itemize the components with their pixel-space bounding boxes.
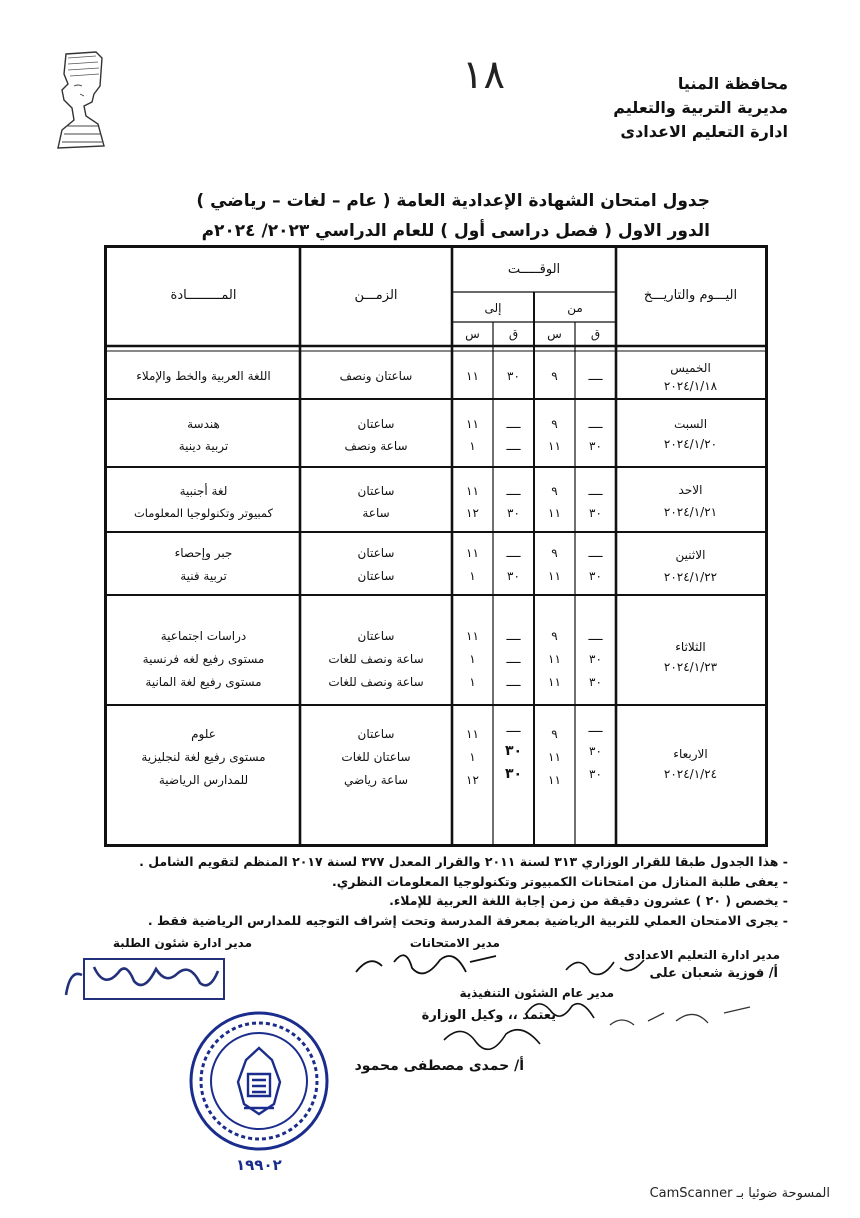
to-minute-value: ــــ — [506, 652, 521, 666]
directorate-name: مديرية التربية والتعليم — [613, 98, 788, 117]
from-minute-value: ٣٠ — [589, 675, 602, 689]
approval-line: يعتمد ،، وكيل الوزارة — [421, 1008, 556, 1023]
subject-name: تربية دينية — [178, 439, 229, 453]
from-minute-value: ــــ — [588, 369, 603, 383]
from-minute-value: ٣٠ — [589, 506, 602, 520]
note-item: - يعفى طلبة المنازل من امتحانات الكمبيوتر وتكنولوجيا المعلومات النظري. — [332, 873, 788, 889]
from-minute-value: ٣٠ — [589, 569, 602, 583]
from-minute-value: ــــ — [588, 629, 603, 643]
exam-date: ٢٠٢٤/١/٢٣ — [663, 660, 718, 674]
note-item: - يجرى الامتحان العملي للتربية الرياضية بمعرفة المدرسة وتحت إشراف التوجيه للمدارس الرياضية فقط . — [147, 912, 788, 928]
subject-name: مستوى رفيع لغة المانية — [145, 675, 262, 689]
note-item: - يخصص ( ٢٠ ) عشرون دقيقة من زمن إجابة اللغة العربية للإملاء. — [389, 893, 788, 908]
issuer-header — [613, 72, 788, 144]
to-minute-value: ٣٠ — [504, 743, 523, 759]
from-hour-value: ١١ — [548, 439, 561, 453]
to-hour-value: ١١ — [466, 629, 479, 643]
from-hour-value: ٩ — [551, 369, 558, 383]
exam-date: ٢٠٢٤/١/٢١ — [663, 505, 718, 519]
from-minute-value: ــــ — [588, 484, 603, 498]
governorate-name: محافظة المنيا — [677, 74, 788, 93]
title-line-1: جدول امتحان الشهادة الإعدادية العامة ( عام – لغات – رياضي ) — [196, 191, 710, 211]
to-header: إلى — [484, 301, 502, 315]
from-minute-value: ــــ — [588, 417, 603, 431]
from-hour-value: ١١ — [548, 652, 561, 666]
day-name: الاربعاء — [673, 747, 708, 761]
from-header: من — [567, 301, 583, 315]
to-hour-value: ١ — [469, 569, 476, 583]
subject-name: تربية فنية — [180, 569, 227, 583]
duration-value: ساعتان للغات — [341, 750, 411, 764]
executive-affairs-title: مدير عام الشئون التنفيذية — [459, 986, 614, 1000]
to-minute-value: ــــ — [506, 439, 521, 453]
duration-value: ساعتان ونصف — [339, 369, 413, 383]
duration-value: ساعتان — [357, 484, 395, 498]
prep-education-signature-icon — [560, 950, 650, 984]
exam-schedule-table — [104, 245, 768, 847]
exam-date: ٢٠٢٤/١/٢٤ — [663, 767, 718, 781]
prep-education-title: مدير ادارة التعليم الاعدادى — [623, 948, 780, 962]
from-minute-value: ٣٠ — [589, 767, 602, 781]
notes-list — [68, 852, 788, 930]
to-hour-value: ١١ — [466, 417, 479, 431]
to-minute-value: ٣٠ — [507, 369, 520, 383]
subject-name: هندسة — [187, 417, 220, 431]
subject-name: مستوى رفيع لغه فرنسية — [142, 652, 265, 666]
day-name: الاثنين — [675, 548, 706, 562]
from-hour-header: س — [547, 327, 562, 341]
to-hour-header: س — [465, 327, 480, 341]
to-hour-value: ١ — [469, 652, 476, 666]
to-hour-value: ١ — [469, 750, 476, 764]
duration-value: ساعة ونصف للغات — [328, 652, 424, 666]
duration-value: ساعة ونصف للغات — [328, 675, 424, 689]
duration-header: الزمـــن — [354, 288, 398, 303]
note-item: - هذا الجدول طبقا للقرار الوزاري ٣١٣ لسنة ٢٠١١ والقرار المعدل ٣٧٧ لسنة ٢٠١٧ المنظم لتقويم الشامل . — [139, 854, 788, 869]
handwritten-page-number: ١٨ — [462, 52, 505, 98]
to-hour-value: ١ — [469, 675, 476, 689]
subject-name: علوم — [191, 727, 216, 741]
undersecretary-signature-icon — [436, 1020, 556, 1064]
document-title — [196, 186, 710, 246]
to-hour-value: ١١ — [466, 727, 479, 741]
day-date-header: اليـــوم والتاريـــخ — [643, 288, 738, 303]
duration-value: ساعتان — [357, 727, 395, 741]
from-minute-value: ٣٠ — [589, 744, 602, 758]
from-hour-value: ٩ — [551, 484, 558, 498]
student-affairs-title: مدير ادارة شئون الطلبة — [112, 936, 252, 950]
official-stamp-icon — [186, 1008, 332, 1154]
to-minute-value: ٣٠ — [507, 506, 520, 520]
from-minute-value: ــــ — [588, 546, 603, 560]
from-hour-value: ١١ — [548, 506, 561, 520]
exam-date: ٢٠٢٤/١/١٨ — [663, 379, 718, 393]
from-hour-value: ٩ — [551, 727, 558, 741]
duration-value: ساعة رياضي — [343, 773, 409, 787]
from-minute-header: ق — [590, 327, 601, 341]
to-minute-value: ــــ — [506, 675, 521, 689]
subject-name: جبر وإحصاء — [174, 546, 233, 560]
time-header: الوقـــــت — [507, 262, 561, 277]
exams-manager-signature-icon — [350, 942, 500, 990]
prep-education-name: أ/ فوزية شعبان على — [649, 966, 778, 981]
subject-name: مستوى رفيع لغة لنجليزية — [141, 750, 266, 764]
exams-manager-title: مدير الامتحانات — [409, 936, 500, 950]
side-date-marks-icon — [604, 985, 754, 1035]
to-hour-value: ١٢ — [466, 506, 479, 520]
from-hour-value: ١١ — [548, 773, 561, 787]
to-minute-value: ــــ — [506, 546, 521, 560]
duration-value: ساعة — [362, 506, 390, 520]
to-minute-value: ٣٠ — [504, 766, 523, 782]
duration-value: ساعتان — [357, 546, 395, 560]
duration-value: ساعة ونصف — [344, 439, 408, 453]
day-name: الاحد — [678, 483, 703, 497]
nefertiti-logo-icon — [44, 50, 116, 154]
subject-name: كمبيوتر وتكنولوجيا المعلومات — [133, 506, 274, 520]
from-hour-value: ٩ — [551, 546, 558, 560]
to-hour-value: ١٢ — [466, 773, 479, 787]
camscanner-footer: المسوحة ضوئيا بـ CamScanner — [649, 1186, 830, 1201]
subject-name: للمدارس الرياضية — [158, 773, 249, 787]
day-name: الخميس — [670, 361, 711, 375]
from-minute-value: ــــ — [588, 721, 603, 735]
to-hour-value: ١١ — [466, 369, 479, 383]
subject-name: دراسات اجتماعية — [160, 629, 247, 643]
from-hour-value: ١١ — [548, 569, 561, 583]
duration-value: ساعتان — [357, 417, 395, 431]
to-hour-value: ١ — [469, 439, 476, 453]
administration-name: ادارة التعليم الاعدادى — [620, 122, 788, 141]
subject-name: اللغة العربية والخط والإملاء — [136, 369, 271, 383]
to-minute-value: ٣٠ — [507, 569, 520, 583]
to-minute-value: ــــ — [506, 629, 521, 643]
from-hour-value: ١١ — [548, 750, 561, 764]
from-hour-value: ١١ — [548, 675, 561, 689]
day-name: السبت — [673, 417, 708, 431]
subject-header: المـــــــــادة — [170, 288, 237, 303]
duration-value: ساعتان — [357, 629, 395, 643]
duration-value: ساعتان — [357, 569, 395, 583]
title-line-2: الدور الاول ( فصل دراسى أول ) للعام الدراسي ٢٠٢٣/ ٢٠٢٤م — [201, 221, 710, 241]
to-minute-value: ــــ — [506, 417, 521, 431]
to-minute-header: ق — [508, 327, 519, 341]
exam-date: ٢٠٢٤/١/٢٢ — [663, 570, 718, 584]
stamp-number: ١٩٩٠٢ — [236, 1156, 282, 1174]
from-minute-value: ٣٠ — [589, 652, 602, 666]
to-hour-value: ١١ — [466, 484, 479, 498]
day-name: الثلاثاء — [675, 640, 706, 654]
from-minute-value: ٣٠ — [589, 439, 602, 453]
from-hour-value: ٩ — [551, 417, 558, 431]
undersecretary-name: أ/ حمدى مصطفى محمود — [354, 1058, 524, 1074]
to-minute-value: ــــ — [506, 721, 521, 735]
from-hour-value: ٩ — [551, 629, 558, 643]
to-minute-value: ــــ — [506, 484, 521, 498]
student-affairs-signature-icon — [60, 955, 230, 1007]
exam-date: ٢٠٢٤/١/٢٠ — [663, 437, 718, 451]
to-hour-value: ١١ — [466, 546, 479, 560]
subject-name: لغة أجنبية — [179, 484, 228, 498]
